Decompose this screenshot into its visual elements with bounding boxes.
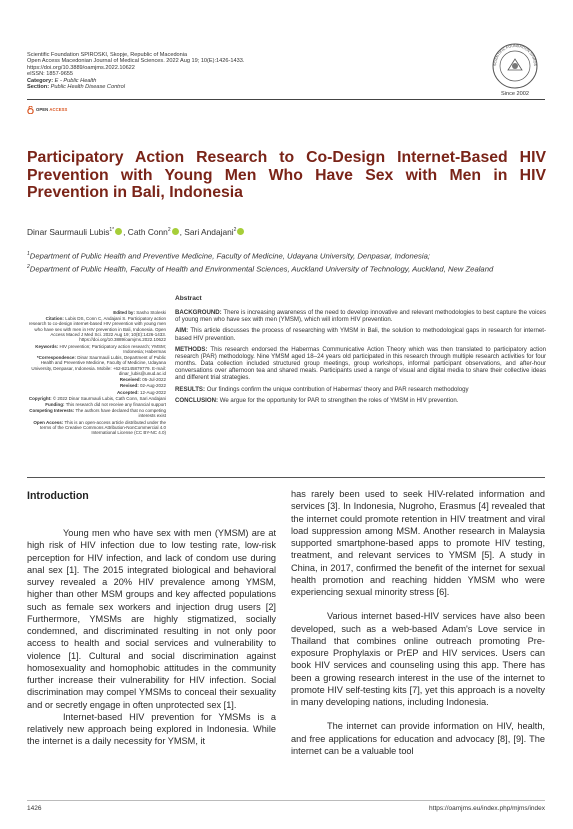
affiliations	[27, 249, 546, 275]
introduction-heading: Introduction	[27, 490, 89, 502]
background-label: BACKGROUND:	[175, 309, 222, 317]
citation-label: Citation:	[45, 316, 64, 322]
copyright-label: Copyright:	[28, 395, 52, 401]
abstract-heading: Abstract	[175, 295, 202, 302]
aim-label: AIM:	[175, 327, 189, 335]
header-line: Open Access Macedonian Journal of Medical Sciences. 2022 Aug 19; 10(E):1426-1433.	[27, 58, 245, 65]
header-divider	[27, 99, 545, 100]
body-paragraph: Various internet based-HIV services have also been developed, such as a web-based Adam's Love service in Thailand that combines online outreach promoting Pre-exposure Prophylaxis or PrEP and HIV services. Users can book HIV services and counseling using this app. There has been a growing research interest in the use of the internet to promote HIV self-testing kits [7], yet this approach is a novelty in many developing nations, including Indonesia.	[291, 611, 545, 707]
article-title: Participatory Action Research to Co-Design Internet-Based HIV Prevention with Young Men Who Have Sex with Men in HIV Prevention in Bali, Indonesia	[27, 149, 546, 202]
revised-value: 02-Aug-2022	[139, 383, 166, 389]
results-label: RESULTS:	[175, 385, 206, 393]
body-paragraph: Young men who have sex with men (YMSM) are at high risk of HIV infection due to low testing rate, low-risk perception for HIV infection, and lack of condom use during anal sex [1]. The 2015 integrated biological and behavioral survey revealed a 20% HIV prevalence among YMSM, higher than other MSM groups and key affected populations such as female sex workers and injection drug users [2] Furthermore, YMSMs are highly stigmatized, socially condemned, and discriminated resulting in not only poor access to health and social services and vulnerability to violence [1]. Cultural and social discrimination against homosexuality and homophobic attitudes in the community further increase their vulnerability for HIV infection. Social discrimination may compel YMSMs to conceal their sexuality and or secretly engage in often unprotected sex [1].	[27, 528, 276, 710]
footer-divider	[27, 800, 545, 801]
oa-suffix: ACCESS	[49, 107, 68, 112]
open-lock-icon	[27, 106, 34, 114]
author-list: Dinar Saurmauli Lubis$^{1*}$ , Cath Conn$^2$ , Sari Andajani$^2$	[27, 227, 245, 237]
page-number: 1426	[27, 805, 42, 812]
abstract-aim	[175, 327, 546, 341]
methods-label: METHODS:	[175, 345, 208, 353]
keywords-value: HIV prevention; Participatory action research; YMSM; Indonesia; Habermas	[59, 343, 166, 354]
open-access-statement	[27, 420, 166, 436]
citation-value: Lubis DS, Conn C, Andajani S. Participatory action research to co-design internet-based HIV prevention with young men who have sex with men in HIV prevention in Bali, Indonesia. Open Access Maced J Med Sci. 2022 Aug 19; 10(E):1426-1433. https://doi.org/10.3889/oamjms.2022.10622	[28, 316, 166, 343]
keywords-label: Keywords:	[35, 343, 59, 349]
abstract	[175, 295, 546, 408]
author-name[interactable]: Sari Andajani	[184, 227, 234, 237]
section-value: Public Health Disease Control	[50, 84, 125, 91]
received-value: 05-Jul-2022	[142, 377, 166, 383]
author-sup: 1*	[109, 227, 115, 234]
body-column-left	[27, 527, 276, 748]
header-line: Scientific Foundation SPIROSKI, Skopje, Republic of Macedonia	[27, 52, 188, 58]
author-sup: 2	[167, 227, 171, 234]
methods-text: This research endorsed the Habermas Communicative Action Theory which was then translated to participatory action research (PAR) methodology. Nine YMSM aged 18–24 years old participated in this research through multiple research activities for four months. Data collection included structured group meetings, group workshops, informal participant observations, and after-hour conversations over afternoon tea and shared meals. Participants used a range of visual and digital media to share their collective ideas and different trial strategies.	[175, 345, 546, 382]
foundation-seal-logo	[486, 42, 544, 92]
body-paragraph: The internet can provide information on HIV, health, and free applications for education and advocacy [8], [9]. The internet can be a valuable tool	[291, 721, 545, 756]
doi-link[interactable]: https://doi.org/10.3889/oamjms.2022.10622	[27, 64, 135, 71]
copyright	[27, 396, 166, 401]
revised-label: Revised:	[119, 383, 139, 389]
copyright-value: © 2022 Dinar Saurmauli Lubis, Cath Conn, Sari Andajani	[52, 395, 166, 401]
received-label: Received:	[119, 377, 141, 383]
seal-year: Since 2002	[501, 91, 529, 97]
abstract-conclusion	[175, 397, 546, 404]
results-text: Our findings confirm the unique contribution of Habermas' theory and PAR research methodology	[206, 385, 469, 393]
open-access-value: This is an open-access article distributed under the terms of the Creative Commons Attribution-NonCommercial 4.0 International License (CC BY-NC 4.0)	[39, 419, 166, 436]
section-label: Section:	[27, 84, 50, 91]
orcid-icon[interactable]	[115, 228, 122, 235]
conclusion-text: We argue for the opportunity for PAR to strengthen the roles of YMSM in HIV prevention.	[219, 396, 459, 404]
abstract-background	[175, 309, 546, 323]
body-paragraph: has rarely been used to seek HIV-related information and services [3]. In Indonesia, Nugroho, Erasmus [4] revealed that the internet could promote retention in HIV treatment and viral load suppression among MSM. Another research in Malaysia supported smartphone-based apps to promote HIV testing, treatment, and relevant services to YMSM [5]. A study in China, in 2017, confirmed the benefit of the internet for sexual health promotion and reaching hidden YMSM who were experiencing sexual minority stress [6].	[291, 489, 545, 597]
correspondence	[27, 355, 166, 376]
affiliation-sup: 1	[27, 251, 30, 257]
revised-date	[27, 383, 166, 388]
abstract-results	[175, 386, 546, 393]
header-line: eISSN: 1857-9655	[27, 71, 74, 78]
funding	[27, 402, 166, 407]
body-paragraph: Internet-based HIV prevention for YMSMs is a relatively new approach being explored in Indonesia. While the internet is a daily necessity for YMSM, it	[27, 711, 276, 747]
open-access-label: Open Access:	[33, 419, 64, 425]
edited-by	[27, 310, 166, 315]
category-value: E - Public Health	[54, 77, 97, 84]
edited-label: Edited by:	[113, 310, 135, 315]
background-text: There is increasing awareness of the need to develop innovative and relevant methodologies to best capture the voices of young men who have sex with men (YMSM), which will inform HIV prevention.	[175, 309, 546, 324]
seal-lettering: SCIENTIFIC FOUNDATION SPIROS	[492, 43, 538, 67]
author-name[interactable]: Dinar Saurmauli Lubis	[27, 227, 110, 237]
received-date	[27, 377, 166, 382]
author-sup: 2	[233, 227, 237, 234]
correspondence-value: Dinar Saurmauli Lubis, Department of Public Health and Preventive Medicine, Faculty of Medicine, Udayana University, Denpasar, Indonesia. Mobile: +62-82145879779. E-mail: dinar_lubis@unud.ac.id	[31, 355, 166, 376]
orcid-icon[interactable]	[172, 228, 179, 235]
aim-text: This article discusses the process of researching with YMSM in Bali, the solution to methodological gaps in research for internet-based HIV prevention.	[175, 327, 546, 342]
affiliation	[27, 262, 546, 275]
journal-header	[27, 52, 244, 90]
affiliation	[27, 249, 546, 262]
body-column-right	[291, 488, 545, 757]
affiliation-text: Department of Public Health, Faculty of Health and Environmental Sciences, Auckland University of Technology, Auckland, New Zealand	[29, 264, 494, 274]
open-access-badge	[27, 105, 69, 114]
section-line	[27, 84, 244, 90]
open-access-label	[36, 107, 67, 112]
abstract-methods	[175, 346, 546, 382]
funding-value: This research did not receive any financial support	[65, 401, 166, 407]
article-metadata	[27, 310, 166, 436]
author-name[interactable]: Cath Conn	[127, 227, 168, 237]
accepted-date	[27, 390, 166, 395]
affiliation-text: Department of Public Health and Preventive Medicine, Faculty of Medicine, Udayana University, Denpasar, Indonesia;	[29, 251, 431, 261]
accepted-label: Accepted:	[116, 389, 139, 395]
competing-interests	[27, 408, 166, 419]
keywords	[27, 344, 166, 355]
competing-label: Competing Interests:	[29, 408, 75, 414]
journal-url-link[interactable]: https://oamjms.eu/index.php/mjms/index	[429, 805, 545, 812]
category-label: Category:	[27, 77, 54, 84]
abstract-divider	[27, 477, 545, 478]
orcid-icon[interactable]	[237, 228, 244, 235]
competing-value: The authors have declared that no competing interests exist	[75, 408, 166, 419]
citation	[27, 316, 166, 342]
edited-value: Sasho Stoleski	[136, 310, 166, 315]
conclusion-label: CONCLUSION:	[175, 396, 218, 404]
oa-prefix: OPEN	[36, 107, 49, 112]
funding-label: Funding:	[45, 401, 65, 407]
correspondence-label: *Correspondence:	[36, 355, 76, 361]
accepted-value: 12-Aug-2022	[139, 389, 166, 395]
affiliation-sup: 2	[27, 264, 30, 271]
